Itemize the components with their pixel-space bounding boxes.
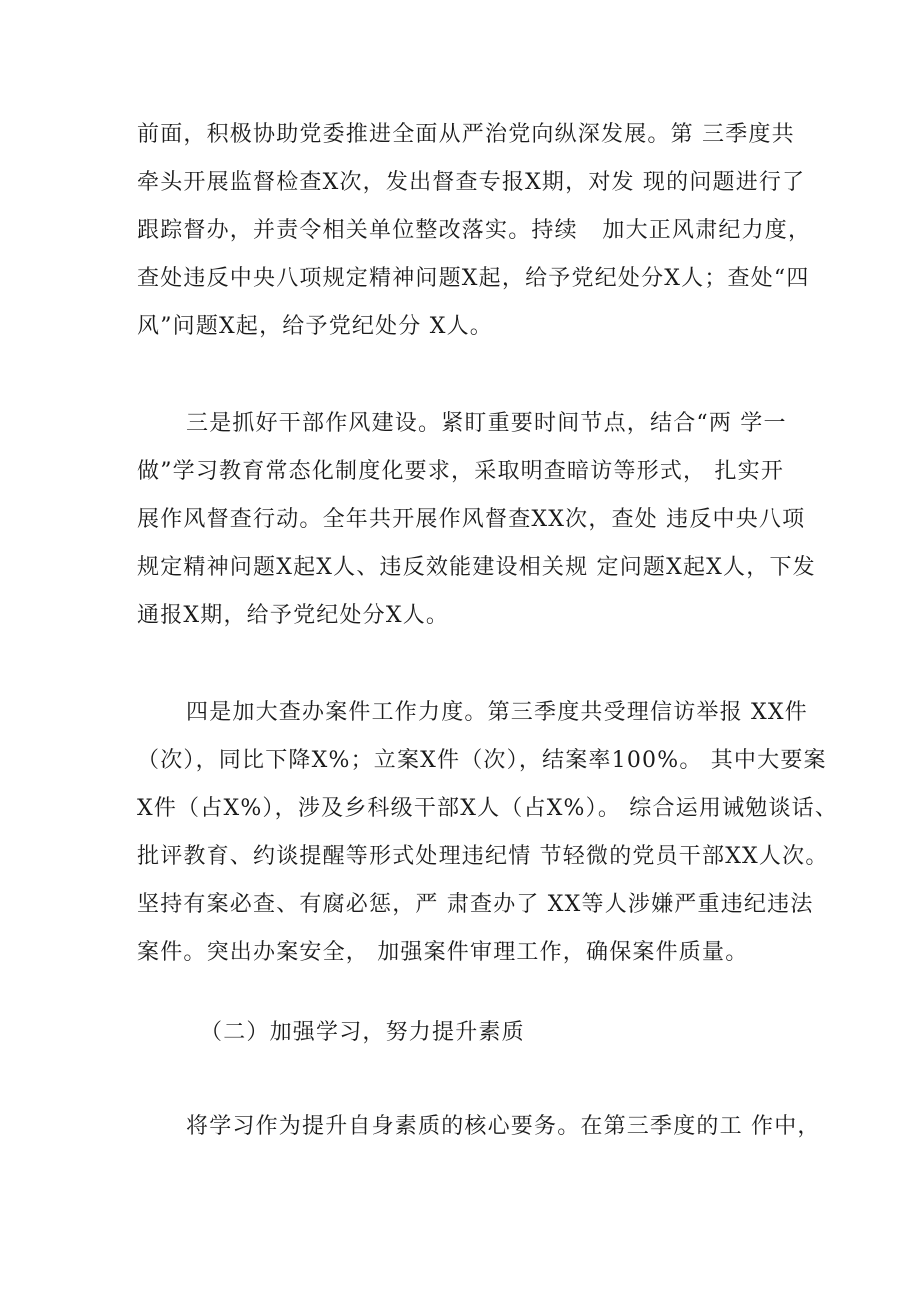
paragraph-3-line-1: 四是加大查办案件工作力度。第三季度共受理信访举报 XX件 (186, 700, 808, 725)
paragraph-3-line-2: （次），同比下降X%；立案X件（次），结案率100%。 其中大要案 (137, 748, 827, 773)
paragraph-1-line-3: 跟踪督办，并责令相关单位整改落实。持续 加大正风肃纪力度， (137, 218, 812, 243)
paragraph-3-line-3: X件（占X%），涉及乡科级干部X人（占X%）。 综合运用诫勉谈话、 (137, 796, 839, 821)
paragraph-4-line-1: 将学习作为提升自身素质的核心要务。在第三季度的工 作中， (186, 1114, 821, 1139)
section-heading: （二）加强学习，努力提升素质 (200, 1020, 525, 1045)
paragraph-2-line-5: 通报X期，给予党纪处分X人。 (137, 603, 450, 628)
paragraph-1-line-2: 牵头开展监督检查X次，发出督查专报X期，对发 现的问题进行了 (137, 170, 806, 195)
paragraph-2-line-2: 做”学习教育常态化制度化要求，采取明查暗访等形式， 扎实开 (137, 459, 785, 484)
paragraph-2-line-1: 三是抓好干部作风建设。紧盯重要时间节点，结合“两 学一 (186, 411, 787, 436)
paragraph-3-line-6: 案件。突出办案安全， 加强案件审理工作，确保案件质量。 (137, 940, 749, 965)
paragraph-1-line-5: 风”问题X起，给予党纪处分 X人。 (137, 314, 493, 339)
paragraph-3-line-5: 坚持有案必查、有腐必惩，严 肃查办了 XX等人涉嫌严重违纪违法 (137, 892, 814, 917)
paragraph-1-line-4: 查处违反中央八项规定精神问题X起，给予党纪处分X人；查处“四 (137, 266, 810, 291)
paragraph-2-line-3: 展作风督查行动。全年共开展作风督查XX次，查处 违反中央八项 (137, 507, 806, 532)
paragraph-3-line-4: 批评教育、约谈提醒等形式处理违纪情 节轻微的党员干部XX人次。 (137, 844, 829, 869)
paragraph-1-line-1: 前面，积极协助党委推进全面从严治党向纵深发展。第 三季度共 (137, 122, 795, 147)
paragraph-2-line-4: 规定精神问题X起X人、违反效能建设相关规 定问题X起X人，下发 (137, 555, 816, 580)
